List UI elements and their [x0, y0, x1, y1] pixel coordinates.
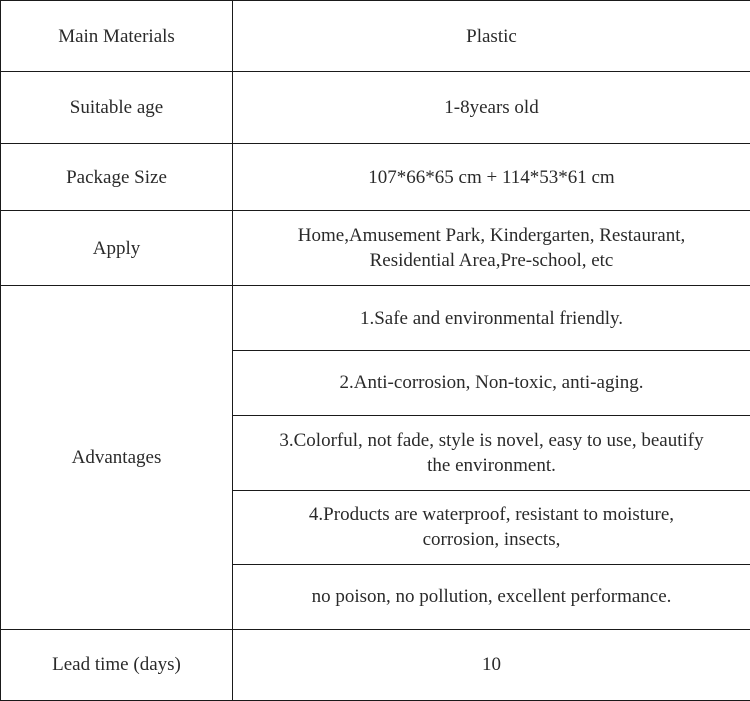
apply-label: Apply — [1, 211, 233, 286]
advantage-item-3-line1: 3.Colorful, not fade, style is novel, easy to use, beautify — [279, 429, 704, 451]
suitable-age-label: Suitable age — [1, 72, 233, 144]
advantage-item-1: 1.Safe and environmental friendly. — [233, 286, 750, 351]
advantage-item-3-line2: the environment. — [427, 454, 556, 476]
apply-value — [233, 211, 750, 286]
advantage-item-3 — [233, 415, 750, 490]
row-apply — [1, 211, 750, 286]
row-main-materials — [1, 1, 750, 72]
lead-time-value: 10 — [233, 629, 750, 700]
advantage-item-2: 2.Anti-corrosion, Non-toxic, anti-aging. — [233, 351, 750, 415]
lead-time-label: Lead time (days) — [1, 629, 233, 700]
main-materials-value: Plastic — [233, 1, 750, 72]
package-size-label: Package Size — [1, 144, 233, 211]
advantage-item-4-line1: 4.Products are waterproof, resistant to moisture, — [308, 504, 675, 526]
main-materials-label: Main Materials — [1, 1, 233, 72]
advantage-item-4 — [233, 490, 750, 564]
advantage-item-5: no poison, no pollution, excellent performance. — [233, 564, 750, 629]
package-size-value: 107*66*65 cm + 114*53*61 cm — [233, 144, 750, 211]
row-suitable-age — [1, 72, 750, 144]
row-package-size — [1, 144, 750, 211]
row-advantage-1 — [1, 286, 750, 351]
advantage-item-4-line2: corrosion, insects, — [422, 529, 561, 551]
row-lead-time — [1, 629, 750, 700]
apply-value-line2: Residential Area,Pre-school, etc — [369, 250, 614, 272]
suitable-age-value: 1-8years old — [233, 72, 750, 144]
apply-value-line1: Home,Amusement Park, Kindergarten, Restaurant, — [297, 225, 686, 247]
advantages-label: Advantages — [1, 286, 233, 629]
